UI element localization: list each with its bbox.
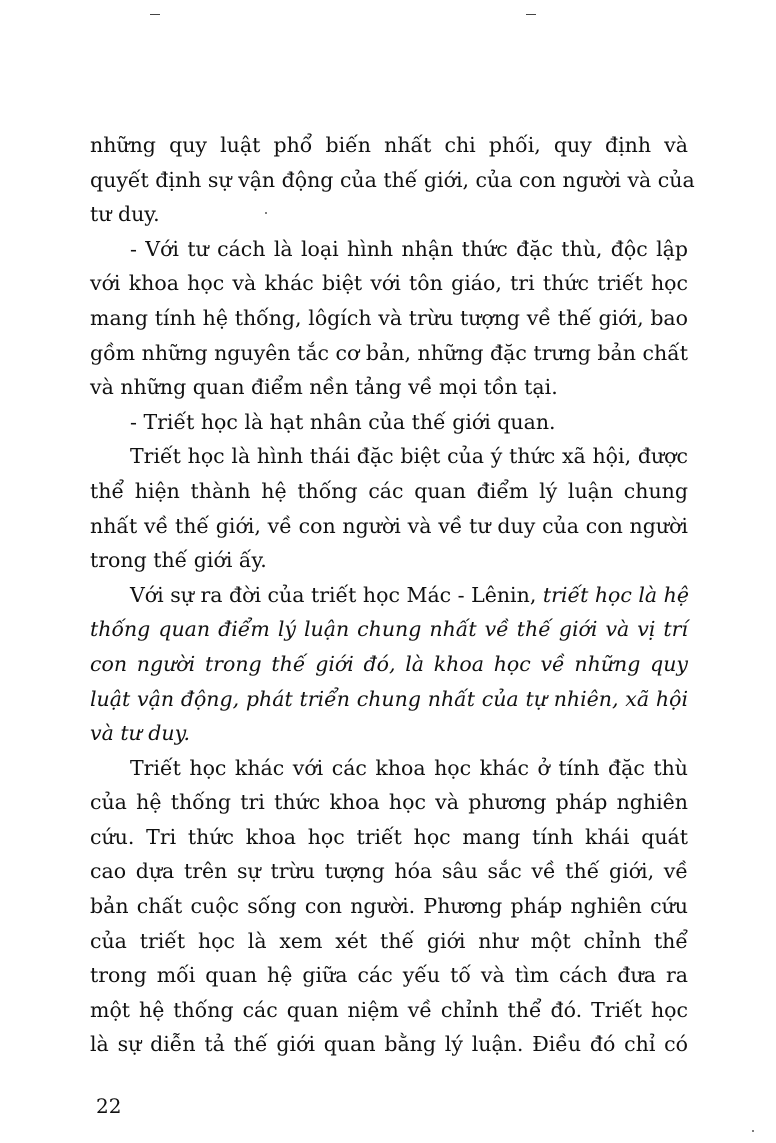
text-line: bản chất cuộc sống con người. Phương pháp nghiên cứu xyxy=(90,894,688,919)
text-segment-italic: triết học là hệ xyxy=(542,582,690,607)
text-line: trong thế giới ấy. xyxy=(90,548,267,573)
text-line: - Triết học là hạt nhân của thế giới quan. xyxy=(130,409,556,434)
text-line: cứu. Tri thức khoa học triết học mang tính khái quát xyxy=(90,824,688,849)
text-line: tư duy. xyxy=(90,202,160,227)
text-line: là sự diễn tả thế giới quan bằng lý luận. Điều đó chỉ có xyxy=(90,1032,688,1057)
text-line: Triết học là hình thái đặc biệt của ý thức xã hội, được xyxy=(130,444,688,469)
scan-mark-right xyxy=(526,14,536,15)
text-line: trong mối quan hệ giữa các yếu tố và tìm cách đưa ra xyxy=(90,963,688,988)
text-segment-regular: Với sự ra đời của triết học Mác - Lênin, xyxy=(130,582,537,607)
text-line: Triết học khác với các khoa học khác ở tính đặc thù xyxy=(130,755,688,780)
text-line-mixed xyxy=(90,578,688,613)
text-line: của triết học là xem xét thế giới như một chỉnh thể xyxy=(90,928,688,953)
text-line: - Với tư cách là loại hình nhận thức đặc thù, độc lập xyxy=(130,236,688,261)
text-line: và tư duy. xyxy=(90,721,190,746)
text-line: thể hiện thành hệ thống các quan điểm lý luận chung xyxy=(90,478,688,503)
text-line: một hệ thống các quan niệm về chỉnh thể đó. Triết học xyxy=(90,997,688,1022)
text-line: quyết định sự vận động của thế giới, của con người và của xyxy=(90,167,695,192)
text-line: mang tính hệ thống, lôgích và trừu tượng về thế giới, bao xyxy=(90,305,688,330)
text-line: gồm những nguyên tắc cơ bản, những đặc trưng bản chất xyxy=(90,340,688,365)
scan-speck xyxy=(265,212,267,214)
page-number: 22 xyxy=(96,1094,122,1118)
text-line: cao dựa trên sự trừu tượng hóa sâu sắc về thế giới, về xyxy=(90,859,688,884)
text-line: nhất về thế giới, về con người và về tư duy của con người xyxy=(90,513,688,538)
scan-speck xyxy=(752,1130,754,1132)
scan-mark-left xyxy=(150,14,160,15)
text-line: thống quan điểm lý luận chung nhất về thế giới và vị trí xyxy=(90,617,688,642)
text-line: và những quan điểm nền tảng về mọi tồn tại. xyxy=(90,375,558,400)
text-line: với khoa học và khác biệt với tôn giáo, tri thức triết học xyxy=(90,271,688,296)
text-line: luật vận động, phát triển chung nhất của tự nhiên, xã hội xyxy=(90,686,688,711)
text-line: con người trong thế giới đó, là khoa học về những quy xyxy=(90,651,688,676)
body-text xyxy=(90,128,695,1062)
text-line: những quy luật phổ biến nhất chi phối, quy định và xyxy=(90,133,688,157)
text-line: của hệ thống tri thức khoa học và phương pháp nghiên xyxy=(90,790,688,815)
